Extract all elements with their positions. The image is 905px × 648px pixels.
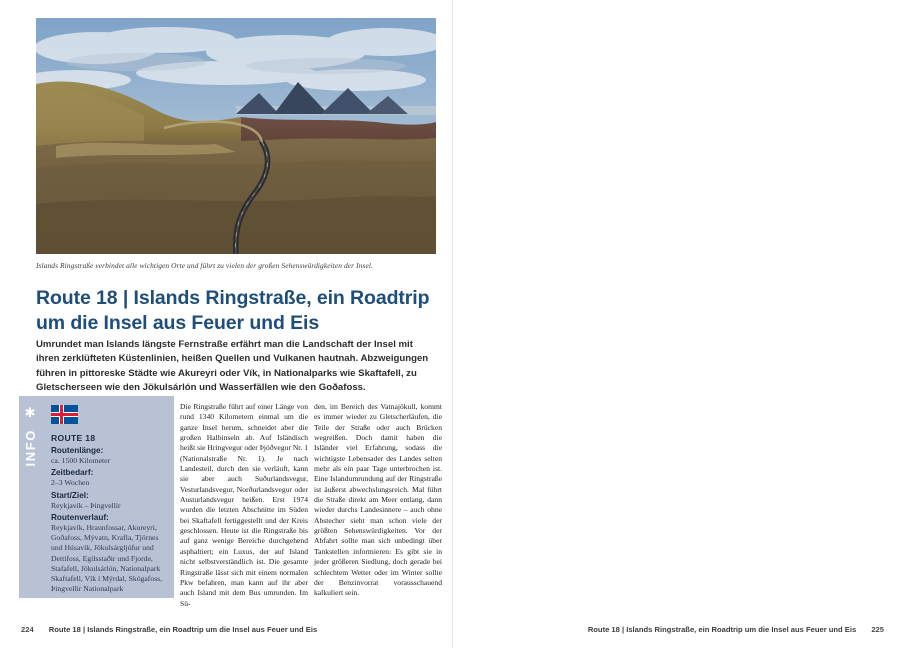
page-number-left: 224 bbox=[21, 625, 34, 634]
info-label-startziel: Start/Ziel: bbox=[51, 490, 89, 500]
info-box bbox=[41, 396, 174, 598]
body-column-3: den, im Bereich des Vatnajökull, kommt es immer wieder zu Gletscherläufen, die Teile der Straße oder auch Brücken wegreißen. Doch damit haben die Isländer viel Erfahrung, sodass die wichtigste Lebensader des Landes selten mehr als ein paar Tage unterbrochen ist. Eine Islandumrundung auf der Ringstraße ist äußerst abwechslungsreich. Mal führt die Straße direkt am Meer entlang, dann wieder durchs Landesinnere – auch ohne Abstecher sieht man schon viele der größten Sehenswürdigkeiten. Vor der Abfahrt sollte man sich unbedingt über Tankstellen informieren: Es gibt sie in jeder größeren Siedlung, doch gerade bei schlechtem Wetter oder im Winter sollte der Benzinvorrat vorausschauend kalkuliert sein. bbox=[314, 402, 442, 598]
footer-right-text: Route 18 | Islands Ringstraße, ein Roadtrip um die Insel aus Feuer und Eis bbox=[587, 625, 857, 634]
info-tab-label: INFO bbox=[22, 429, 38, 467]
info-tab bbox=[19, 396, 41, 598]
info-label-routenlaenge: Routenlänge: bbox=[51, 446, 104, 455]
page-number-right: 225 bbox=[871, 625, 884, 634]
info-box-title: ROUTE 18 bbox=[51, 433, 96, 443]
info-label-zeitbedarf: Zeitbedarf: bbox=[51, 468, 94, 478]
info-value-zeitbedarf: 2–3 Wochen bbox=[51, 478, 90, 488]
info-value-routenlaenge: ca. 1500 Kilometer bbox=[51, 456, 111, 465]
info-value-startziel: Reykjavík – Þingvellir bbox=[51, 500, 121, 510]
body-column-2: Die Ringstraße führt auf einer Länge von rund 1340 Kilometern einmal um die ganze Insel herum, schneidet aber die großen Halbinseln ab. Auf Isländisch heißt sie Hringvegur oder Þjóðvegur Nr. 1 (Nationalstraße Nr. 1). Je nach Landesteil, durch den sie verläuft, kann sie aber auch Suðurlandsvegur, Vesturlandsvegur, Norðurlandsvegur oder Austurlandsvegur heißen. Erst 1974 wurden die letzten Abschnitte im Süden bei Skaftafell fertiggestellt und der Kreis geschlossen. Heute ist die Ringstraße bis auf ganz wenige Bereiche durchgehend asphaltiert; ein Luxus, der auf Island nicht selbstverständlich ist. Die gesamte Ringstraße lässt sich mit einem normalen Pkw befahren, man kann auf ihr aber auch Island mit dem Bus umrunden. Im Sü- bbox=[180, 402, 309, 608]
footer-left-text: Route 18 | Islands Ringstraße, ein Roadtrip um die Insel aus Feuer und Eis bbox=[48, 625, 318, 634]
page-right bbox=[453, 0, 905, 648]
footer-right bbox=[588, 625, 884, 634]
info-value-routenverlauf: Reykjavík, Hraunfossar, Akureyri, Goðafoss, Mývatn, Krafla, Tjörnes und Húsavík, Jökulsárgljúfur und Dettifoss, Egilsstaðir und Fjorde, Stafafell, Jökulsárlón, Nationalpark Skaftafell, Vík í Mýrdal, Skógafoss, Þingvellir Nationalpark bbox=[51, 522, 163, 594]
info-label-routenverlauf: Routenverlauf: bbox=[51, 512, 109, 522]
page-title: Route 18 | Islands Ringstraße, ein Roadtrip um die Insel aus Feuer und Eis bbox=[36, 287, 430, 334]
iceland-ring-road-photo bbox=[36, 18, 436, 254]
page-left bbox=[0, 0, 452, 648]
iceland-flag-icon bbox=[51, 405, 78, 424]
footer-left bbox=[21, 625, 317, 634]
asterisk-icon: ✱ bbox=[24, 405, 36, 420]
photo-caption-left: Islands Ringstraße verbindet alle wichtigen Orte und führt zu vielen der großen Sehenswürdigkeiten der Insel. bbox=[36, 261, 373, 270]
article-standfirst: Umrundet man Islands längste Fernstraße erfährt man die Landschaft der Insel mit ihren zerklüfteten Küstenlinien, heißen Quellen und Vulkanen hautnah. Abzweigungen führen in pittoreske Städte wie Akureyri oder Vík, in Nationalparks wie Skaftafell, zu Gletscherseen wie den Jökulsárlón und Wasserfällen wie den Goðafoss. bbox=[36, 339, 429, 393]
